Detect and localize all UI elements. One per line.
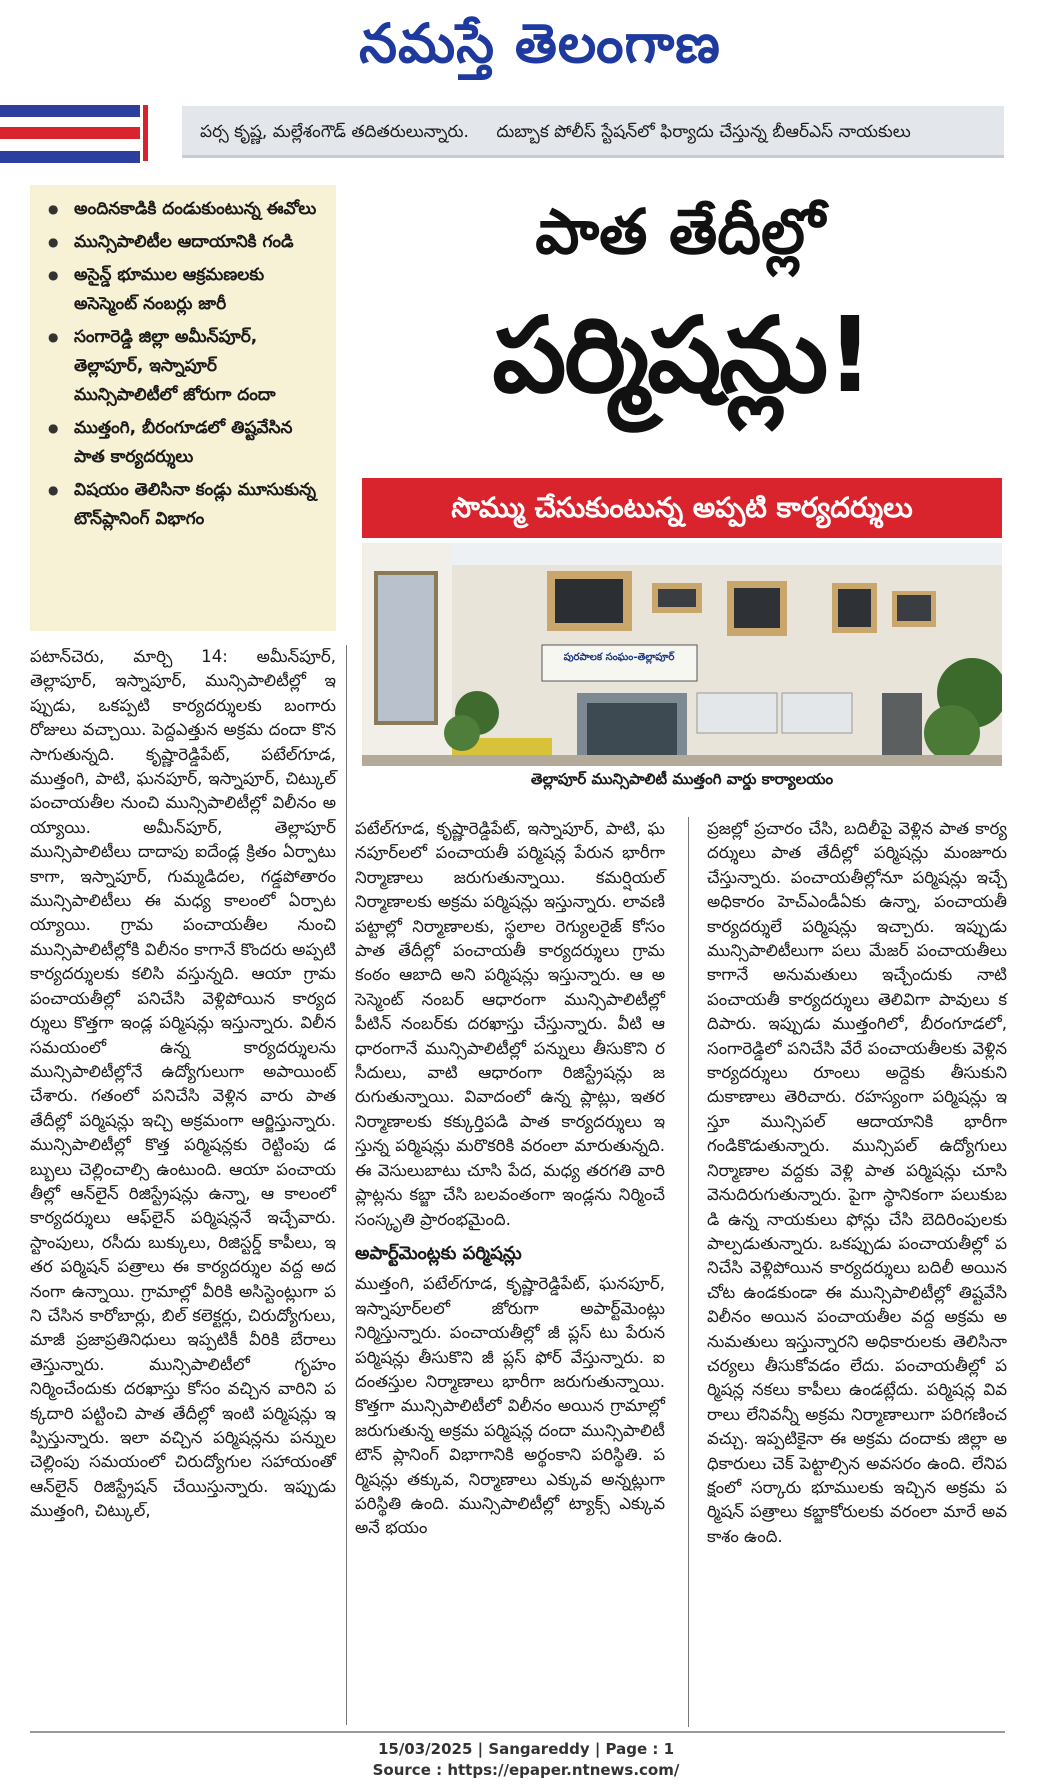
article-text: పటాన్‌చెరు, మార్చి 14: అమీన్‌పూర్, తెల్లాపూర్, ఇస్నాపూర్, మున్సిపాలిటీల్లో ఇప్పుడు, ఒకప్పటి కార్యదర్శులకు బంగారు రోజులు వచ్చాయి. పెద్దఎత్తున అక్రమ దందా కొనసాగుతున్నది. కృష్ణారెడ్డిపేట్, పటేల్‌గూడ, ముత్తంగి, పాటి, ఘనపూర్, ఇస్నాపూర్, చిట్కుల్ పంచాయతీల నుంచి మున్సిపాలిటీల్లో విలీనం అయ్యాయి. అమీన్‌పూర్, తెల్లాపూర్ మున్సిపాలిటీలు దాదాపు ఐదేండ్ల క్రితం ఏర్పాటు కాగా, ఇస్నాపూర్, గుమ్మడిదల, గడ్డపోతారం మున్సిపాలిటీలు ఈ మధ్య కాలంలో ఏర్పాటయ్యాయి. గ్రామ పంచాయతీల నుంచి మున్సిపాలిటీల్లోకి విలీనం కాగానే కొందరు అప్పటి కార్యదర్శులకు కలిసి వస్తున్నది. ఆయా గ్రామ పంచాయతీల్లో పనిచేసి వెళ్లిపోయిన కార్యదర్శులు కొత్తగా ఇండ్ల పర్మిషన్లు ఇస్తున్నారు. విలీన సమయంలో ఉన్న కార్యదర్శులను మున్సిపాలిటీల్లోనే ఉద్యోగులుగా అపాయింట్ చేశారు. గతంలో పనిచేసి వెళ్లిన వారు పాత తేదీల్లో పర్మిషన్లు ఇచ్చి అక్రమంగా ఆర్జిస్తున్నారు. మున్సిపాలిటీల్లో కొత్త పర్మిషన్లకు రెట్టింపు డబ్బులు చెల్లించాల్సి ఉంటుంది. ఆయా పంచాయతీల్లో ఆన్‌లైన్ రిజిస్ట్రేషన్లు ఉన్నా, ఆ కాలంలో కార్యదర్శులు ఆఫ్‌లైన్ పర్మిషన్లనే ఇచ్చేవారు. స్టాంపులు, రసీదు బుక్కులు, రిజిస్టర్డ్ కాపీలు, ఇతర పర్మిషన్ పత్రాలు ఈ కార్యదర్శుల వద్ద అదనంగా ఉన్నాయి. గ్రామాల్లో వీరికి అసిస్టెంట్లుగా పని చేసిన కారోబార్లు, బిల్ కలెక్టర్లు, చిరుద్యోగులు, మాజీ ప్రజాప్రతినిధులు ఇప్పటికీ వీరికి బేరాలు తెస్తున్నారు. మున్సిపాలిటీలో గృహం నిర్మించేందుకు దరఖాస్తు కోసం వచ్చిన వారిని పక్కదారి పట్టించి పాత తేదీల్లో ఇంటి పర్మిషన్లు ఇప్పిస్తున్నారు. ఇలా వచ్చిన పర్మిషన్లను పన్నుల చెల్లింపు సమయంలో చిరుద్యోగుల సహాయంతో ఆన్‌లైన్ రిజిస్ట్రేషన్ చేయిస్తున్నారు. ఇప్పుడు ముత్తంగి, చిట్కుల్, xyxy=(30,647,336,1521)
subheadline-bar: సొమ్ము చేసుకుంటున్న అప్పటి కార్యదర్శులు xyxy=(362,478,1002,538)
highlight-item: ● అందినకాడికి దండుకుంటున్న ఈవోలు xyxy=(40,195,326,224)
highlight-item: ● విషయం తెలిసినా కండ్లు మూసుకున్న టౌన్‌ప్లానింగ్ విభాగం xyxy=(40,476,326,534)
article-column-1 xyxy=(30,645,336,1524)
article-text: పటేల్‌గూడ, కృష్ణారెడ్డిపేట్, ఇస్నాపూర్, పాటి, ఘనపూర్‌లలో పంచాయతీ పర్మిషన్ల పేరున భారీగా నిర్మాణాలు జరుగుతున్నాయి. కమర్షియల్ నిర్మాణాలకు అక్రమ పర్మిషన్లు ఇస్తున్నారు. లావణి పట్టాల్లో నిర్మాణాలకు, స్థలాల రెగ్యులరైజ్ కోసం పాత తేదీల్లో పంచాయతీ కార్యదర్శులు గ్రామ కంఠం ఆబాది అని పర్మిషన్లు ఇస్తున్నారు. ఆ అసెస్మెంట్ నంబర్ ఆధారంగా మున్సిపాలిటీల్లో పీటిన్ నంబర్‌కు దరఖాస్తు చేస్తున్నారు. వీటి ఆధారంగానే మున్సిపాలిటీల్లో పన్నులు తీసుకొని రసీదులు, వాటి ఆధారంగా రిజిస్ట్రేషన్లు జరుగుతున్నాయి. వివాదంలో ఉన్న ప్లాట్లు, ఇతర నిర్మాణాలకు కక్కుర్తిపడి పాత కార్యదర్శులు ఇస్తున్న పర్మిషన్లు మరొకరికి వరంలా మారుతున్నది. ఈ వెసులుబాటు చూసి పేద, మధ్య తరగతి వారి ప్లాట్లను కబ్జా చేసి బలవంతంగా ఇండ్లను నిర్మించే సంస్కృతి ప్రారంభమైంది. xyxy=(355,819,665,1229)
highlights-box xyxy=(30,185,336,631)
footer-date-line: 15/03/2025 | Sangareddy | Page : 1 xyxy=(377,1740,675,1758)
article-text: ముత్తంగి, పటేల్‌గూడ, కృష్ణారెడ్డిపేట్, ఘనపూర్, ఇస్నాపూర్‌లలో జోరుగా అపార్ట్‌మెంట్లు నిర్మిస్తున్నారు. పంచాయతీల్లో జీ ప్లస్ టు పేరున పర్మిషన్లు తీసుకొని జీ ప్లస్ ఫోర్ వేస్తున్నారు. ఐదంతస్తుల నిర్మాణాలు భారీగా జరుగుతున్నాయి. కొత్తగా మున్సిపాలిటీలో విలీనం అయిన గ్రామాల్లో జరుగుతున్న అక్రమ పర్మిషన్ల దందా మున్సిపాలిటీ టౌన్ ప్లానింగ్ విభాగానికి అర్థంకాని పరిస్థితి. పర్మిషన్లు తక్కువ, నిర్మాణాలు ఎక్కువ అన్నట్లుగా పరిస్థితి ఉంది. మున్సిపాలిటీల్లో ట్యాక్స్ ఎక్కువ అనే భయం xyxy=(355,1274,665,1538)
office-building-photo xyxy=(362,543,1002,766)
article-column-3 xyxy=(707,817,1007,1549)
headline-line-2: పర్మిషన్లు! xyxy=(492,294,872,416)
previous-article-strip xyxy=(182,106,1004,158)
signboard-text: పురపాలక సంఘం-తెల్లాపూర్ xyxy=(563,652,675,663)
highlight-item: ● ముత్తంగి, బీరంగూడలో తిష్టవేసిన పాత కార్యదర్శులు xyxy=(40,414,326,472)
highlight-item: ● సంగారెడ్డి జిల్లా అమీన్‌పూర్, తెల్లాపూర్, ఇస్నాపూర్ మున్సిపాలిటీలో జోరుగా దందా xyxy=(40,323,326,410)
footer-source-line: Source : https://epaper.ntnews.com/ xyxy=(372,1761,680,1779)
article-column-2 xyxy=(355,817,665,1541)
column-divider xyxy=(346,645,347,1725)
strip-left-text: పర్స కృష్ణ, మల్లేశంగౌడ్ తదితరులున్నారు. xyxy=(200,122,469,142)
footer-rule xyxy=(30,1731,1005,1733)
headline-line-1: పాత తేదీల్లో xyxy=(535,195,825,268)
masthead-logo: నమస్తే తెలంగాణ xyxy=(359,11,721,75)
article-text: ప్రజల్లో ప్రచారం చేసి, బదిలీపై వెళ్లిన పాత కార్యదర్శులు పాత తేదీల్లో పర్మిషన్లు మంజూరు చేస్తున్నారు. పంచాయతీల్లోనూ పర్మిషన్లు ఇచ్చే అధికారం హెచ్‌ఎండీఏకు ఉన్నా, పంచాయతీ కార్యదర్శులే పర్మిషన్లు ఇచ్చారు. ఇప్పుడు మున్సిపాలిటీలుగా పలు మేజర్ పంచాయతీలు కాగానే అనుమతులు ఇచ్చేందుకు నాటి పంచాయతీ కార్యదర్శులు తెలివిగా పావులు కదిపారు. ఇప్పుడు ముత్తంగిలో, బీరంగూడలో, సంగారెడ్డిలో పనిచేసి వేరే పంచాయతీలకు వెళ్లిన కార్యదర్శులు రూంలు అద్దెకు తీసుకుని దుకాణాలు తెరిచారు. రహస్యంగా పర్మిషన్లు ఇస్తూ మున్సిపల్ ఆదాయానికి భారీగా గండికొడుతున్నారు. మున్సిపల్ ఉద్యోగులు నిర్మాణాల వద్దకు వెళ్లి పాత పర్మిషన్లు చూసి వెనుదిరుగుతున్నారు. పైగా స్థానికంగా పలుకుబడి ఉన్న నాయకులు ఫోన్లు చేసి బెదిరింపులకు పాల్పడుతున్నారు. ఒకప్పుడు పంచాయతీల్లో పనిచేసి వెళ్లిపోయిన కార్యదర్శులు బదిలీ అయినచోట ఉండకుండా ఈ మున్సిపాలిటీల్లో తిష్టవేసి విలీనం అయిన పంచాయతీల వద్ద అక్రమ అనుమతులు ఇస్తున్నారని అధికారులకు తెలిసినా చర్యలు తీసుకోవడం లేదు. పంచాయతీల్లో పర్మిషన్ల నకలు కాపీలు ఉండట్లేదు. పర్మిషన్ల వివరాలు లేనివన్నీ అక్రమ నిర్మాణాలుగా పరిగణించవచ్చు. ఇప్పటికైనా ఈ అక్రమ దందాకు జిల్లా అధికారులు చెక్ పెట్టాల్సిన అవసరం ఉంది. లేనిపక్షంలో సర్కారు భూములకు ఇచ్చిన అక్రమ పర్మిషన్ పత్రాలు కబ్జాకోరులకు వరంలా మారే అవకాశం ఉంది. xyxy=(707,819,1007,1546)
photo-caption: తెల్లాపూర్ మున్సిపాలిటీ ముత్తంగి వార్డు కార్యాలయం xyxy=(530,770,834,788)
highlight-item: ● అసైన్డ్ భూముల ఆక్రమణలకు అసెస్మెంట్ నంబర్లు జారీ xyxy=(40,261,326,319)
column-divider xyxy=(688,817,689,1727)
highlight-item: ● మున్సిపాలిటీల ఆదాయానికి గండి xyxy=(40,228,326,257)
flag-stripes xyxy=(0,105,150,165)
article-subheading: అపార్ట్‌మెంట్లకు పర్మిషన్లు xyxy=(355,1242,522,1264)
strip-right-text: దుబ్బాక పోలీస్ స్టేషన్‌లో ఫిర్యాదు చేస్తున్న బీఆర్‌ఎస్ నాయకులు xyxy=(496,122,911,142)
